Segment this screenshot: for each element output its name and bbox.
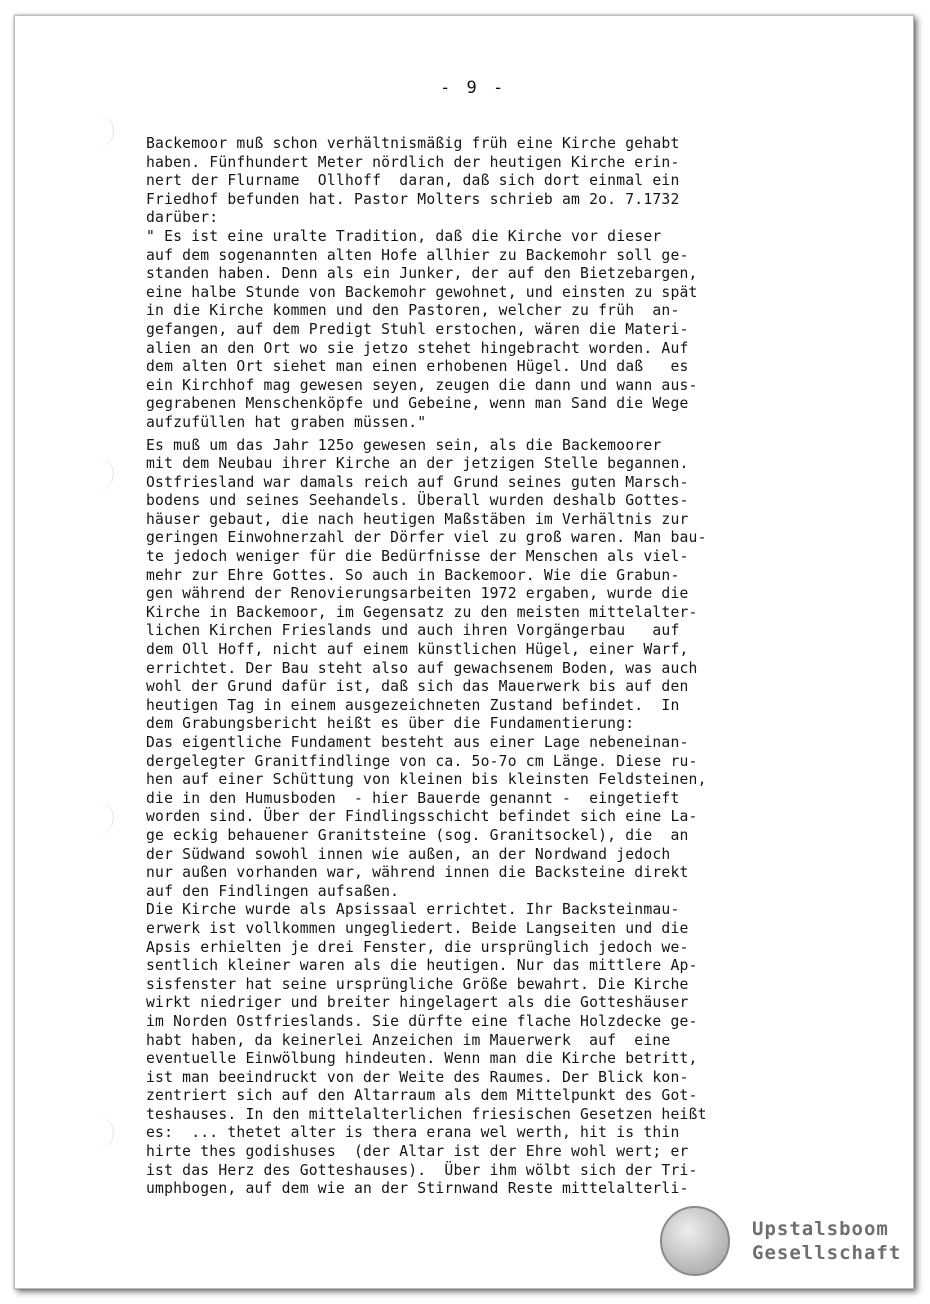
page-number: - 9 - <box>440 78 507 98</box>
text-line: nur außen vorhanden war, während innen die Backsteine direkt <box>146 864 689 882</box>
text-line: gefangen, auf dem Predigt Stuhl erstochen, wären die Materi- <box>146 320 689 338</box>
punch-hole-mark <box>95 114 114 148</box>
text-line: häuser gebaut, die nach heutigen Maßstäben im Verhältnis zur <box>146 510 689 528</box>
text-line: Ostfriesland war damals reich auf Grund seines guten Marsch- <box>146 473 689 491</box>
seal-icon <box>660 1206 730 1276</box>
text-line: auf dem sogenannten alten Hofe allhier zu Backemohr soll ge- <box>146 246 689 264</box>
document-body <box>146 135 836 1199</box>
text-line: nert der Flurname Ollhoff daran, daß sich dort einmal ein <box>146 172 680 190</box>
logo-line-1: Upstalsboom <box>752 1218 889 1240</box>
text-line: mehr zur Ehre Gottes. So auch in Backemoor. Wie die Grabun- <box>146 566 680 584</box>
paragraph <box>146 437 836 1199</box>
text-line: hirte thes godishuses (der Altar ist der Ehre wohl wert; er <box>146 1143 689 1161</box>
text-line: der Südwand sowohl innen wie außen, an der Nordwand jedoch <box>146 845 671 863</box>
text-line: Friedhof befunden hat. Pastor Molters schrieb am 2o. 7.1732 <box>146 190 680 208</box>
text-line: wohl der Grund dafür ist, daß sich das Mauerwerk bis auf den <box>146 678 689 696</box>
text-line: geringen Einwohnerzahl der Dörfer viel zu groß waren. Man bau- <box>146 529 707 547</box>
text-line: ist man beeindruckt von der Weite des Raumes. Der Blick kon- <box>146 1068 689 1086</box>
text-line: Das eigentliche Fundament besteht aus einer Lage nebeneinan- <box>146 734 689 751</box>
text-line: die in den Humusboden - hier Bauerde genannt - eingetieft <box>146 789 680 807</box>
paragraph <box>146 135 836 433</box>
text-line: ein Kirchhof mag gewesen seyen, zeugen die dann und wann aus- <box>146 376 698 394</box>
text-line: mit dem Neubau ihrer Kirche an der jetzigen Stelle begannen. <box>146 455 689 473</box>
text-line: auf den Findlingen aufsaßen. <box>146 882 400 900</box>
text-line: haben. Fünfhundert Meter nördlich der heutigen Kirche erin- <box>146 153 680 171</box>
punch-hole-mark <box>95 801 114 835</box>
text-line: Kirche in Backemoor, im Gegensatz zu den meisten mittelalter- <box>146 603 698 621</box>
logo-line-2: Gesellschaft <box>752 1242 902 1264</box>
text-line: Backemoor muß schon verhältnismäßig früh eine Kirche gehabt <box>146 135 680 152</box>
text-line: te jedoch weniger für die Bedürfnisse der Menschen als viel- <box>146 548 689 566</box>
publisher-logo <box>660 1206 901 1276</box>
text-line: sentlich kleiner waren als die heutigen. Nur das mittlere Ap- <box>146 957 698 975</box>
text-line: standen haben. Denn als ein Junker, der auf den Bietzebargen, <box>146 265 698 283</box>
text-line: umphbogen, auf dem wie an der Stirnwand Reste mittelalterli- <box>146 1180 689 1198</box>
text-line: dem alten Ort siehet man einen erhobenen Hügel. Und daß es <box>146 358 689 376</box>
text-line: in die Kirche kommen und den Pastoren, welcher zu früh an- <box>146 302 680 320</box>
text-line: habt haben, da keinerlei Anzeichen im Mauerwerk auf eine <box>146 1031 671 1049</box>
text-line: ist das Herz des Gotteshauses). Über ihm wölbt sich der Tri- <box>146 1161 698 1179</box>
text-line: gegrabenen Menschenköpfe und Gebeine, wenn man Sand die Wege <box>146 395 689 413</box>
text-line: Apsis erhielten je drei Fenster, die ursprünglich jedoch we- <box>146 938 689 956</box>
text-line: aufzufüllen hat graben müssen." <box>146 413 427 431</box>
text-line: " Es ist eine uralte Tradition, daß die Kirche vor dieser <box>146 227 662 245</box>
text-line: darüber: <box>146 209 219 227</box>
text-line: eine halbe Stunde von Backemohr gewohnet, und einsten zu spät <box>146 283 698 301</box>
text-line: worden sind. Über der Findlingsschicht befindet sich eine La- <box>146 808 698 826</box>
text-line: wirkt niedriger und breiter hingelagert als die Gotteshäuser <box>146 994 689 1012</box>
text-line: dem Oll Hoff, nicht auf einem künstlichen Hügel, einer Warf, <box>146 641 689 659</box>
text-line: errichtet. Der Bau steht also auf gewachsenem Boden, was auch <box>146 659 698 677</box>
text-line: Es muß um das Jahr 125o gewesen sein, als die Backemoorer <box>146 436 662 454</box>
punch-hole-mark <box>95 1116 114 1150</box>
text-line: heutigen Tag in einem ausgezeichneten Zustand befindet. In <box>146 696 680 714</box>
punch-hole-mark <box>95 457 114 491</box>
text-line: ge eckig behauener Granitsteine (sog. Granitsockel), die an <box>146 826 689 844</box>
text-line: lichen Kirchen Frieslands und auch ihren Vorgängerbau auf <box>146 622 680 640</box>
text-line: sisfenster hat seine ursprüngliche Größe bewahrt. Die Kirche <box>146 975 689 993</box>
text-line: eventuelle Einwölbung hindeuten. Wenn man die Kirche betritt, <box>146 1050 698 1068</box>
text-line: gen während der Renovierungsarbeiten 1972 ergaben, wurde die <box>146 585 689 603</box>
text-line: erwerk ist vollkommen ungegliedert. Beide Langseiten und die <box>146 919 689 937</box>
text-line: dem Grabungsbericht heißt es über die Fundamentierung: <box>146 715 635 733</box>
text-line: zentriert sich auf den Altarraum als dem Mittelpunkt des Got- <box>146 1087 698 1105</box>
logo-text <box>752 1217 901 1265</box>
text-line: hen auf einer Schüttung von kleinen bis kleinsten Feldsteinen, <box>146 771 707 789</box>
text-line: dergelegter Granitfindlinge von ca. 5o-7o cm Länge. Diese ru- <box>146 752 698 770</box>
text-line: im Norden Ostfrieslands. Sie dürfte eine flache Holzdecke ge- <box>146 1012 698 1030</box>
text-line: Die Kirche wurde als Apsissaal errichtet. Ihr Backsteinmau- <box>146 901 680 919</box>
text-line: alien an den Ort wo sie jetzo stehet hingebracht worden. Auf <box>146 339 689 357</box>
text-line: bodens und seines Seehandels. Überall wurden deshalb Gottes- <box>146 492 689 510</box>
text-line: es: ... thetet alter is thera erana wel werth, hit is thin <box>146 1124 680 1142</box>
text-line: teshauses. In den mittelalterlichen friesischen Gesetzen heißt <box>146 1105 707 1123</box>
